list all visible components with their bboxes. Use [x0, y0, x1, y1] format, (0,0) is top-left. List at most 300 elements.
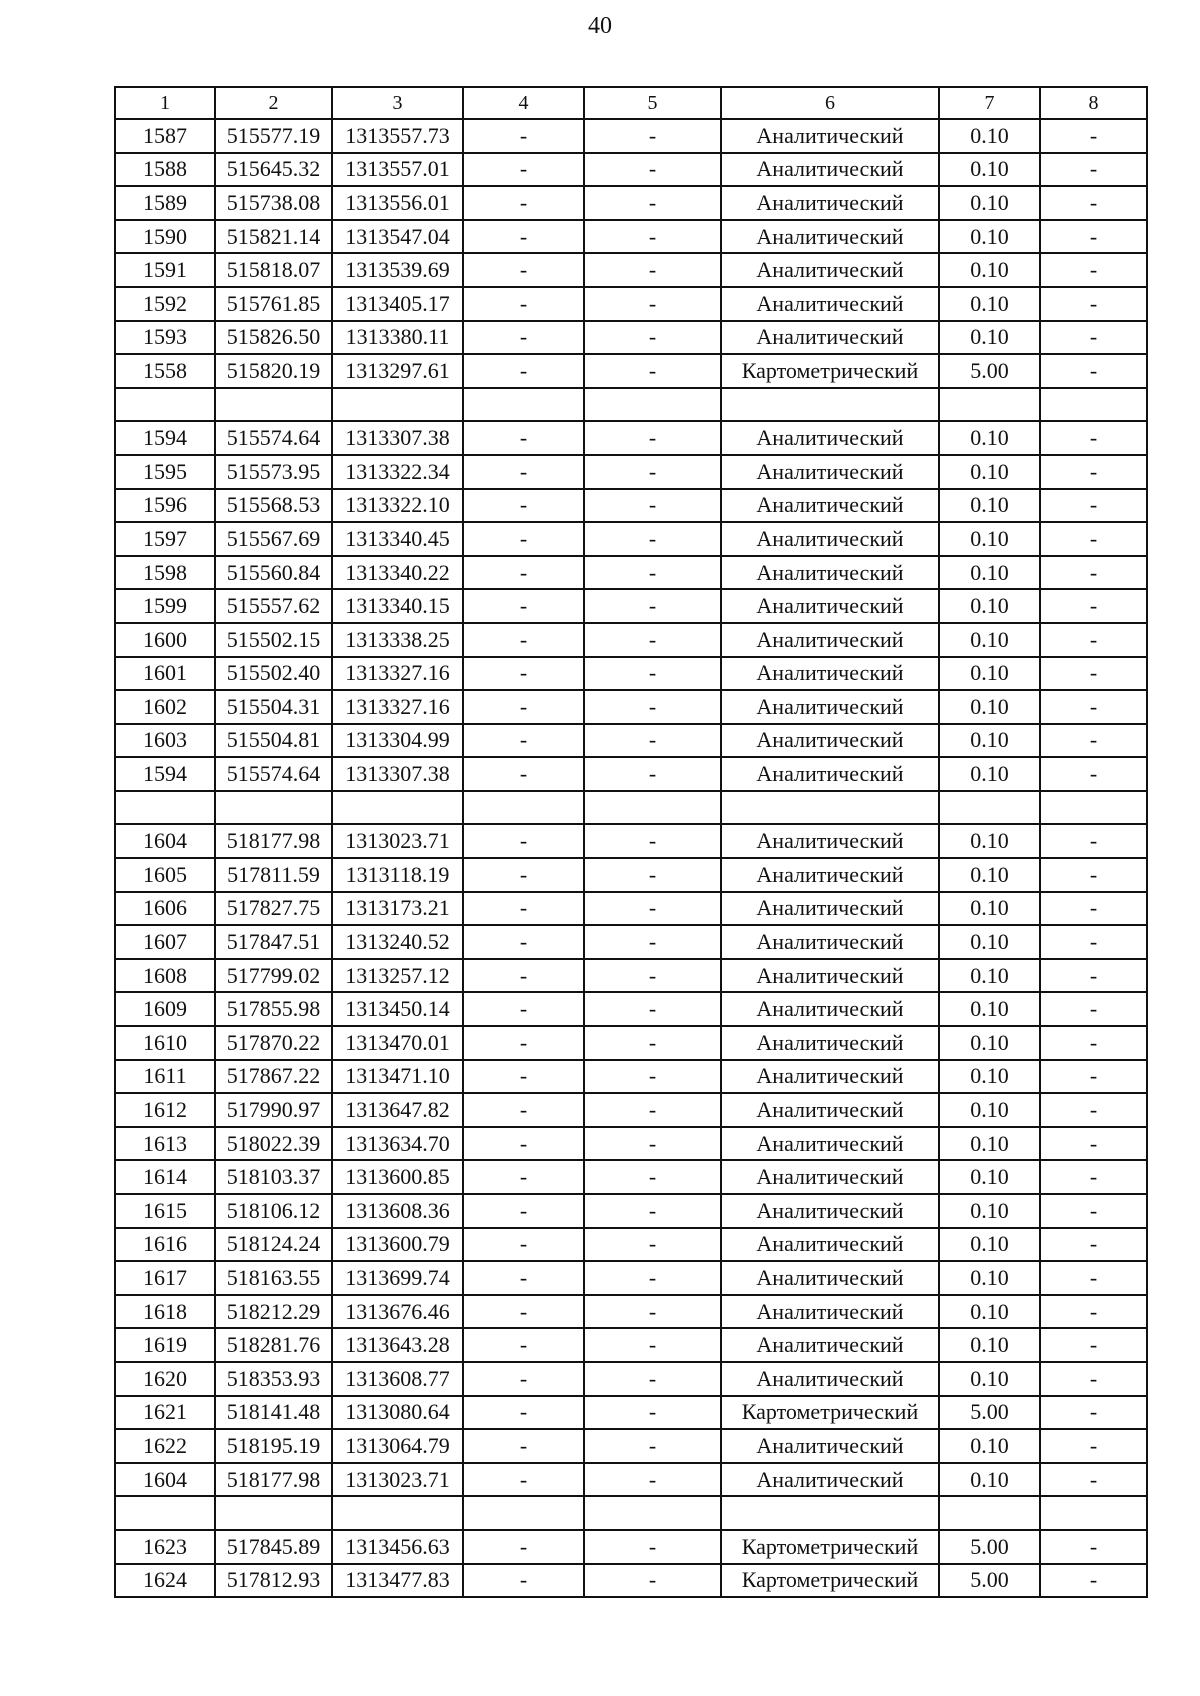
table-cell: -	[584, 153, 721, 187]
table-row	[115, 119, 1147, 153]
table-row	[115, 153, 1147, 187]
page-number: 40	[588, 13, 612, 39]
table-cell: -	[463, 354, 584, 388]
table-cell: -	[463, 1127, 584, 1161]
table-cell	[939, 1496, 1040, 1530]
table-cell: -	[584, 455, 721, 489]
table-cell	[215, 1496, 332, 1530]
table-cell: 1588	[115, 153, 215, 187]
table-cell: -	[1040, 119, 1147, 153]
table-cell: -	[584, 623, 721, 657]
table-cell: 1619	[115, 1328, 215, 1362]
table-cell: -	[463, 522, 584, 556]
table-cell: 1621	[115, 1396, 215, 1430]
table-cell: 0.10	[939, 253, 1040, 287]
table-cell: -	[463, 992, 584, 1026]
column-header: 2	[215, 87, 332, 119]
table-cell: -	[463, 1396, 584, 1430]
table-cell: 0.10	[939, 1127, 1040, 1161]
table-cell: -	[584, 556, 721, 590]
table-cell: 5.00	[939, 354, 1040, 388]
table-cell: Аналитический	[721, 1295, 939, 1329]
table-cell: 1313173.21	[332, 892, 463, 926]
table-cell: 1613	[115, 1127, 215, 1161]
table-row	[115, 1463, 1147, 1497]
table-cell: 518195.19	[215, 1429, 332, 1463]
table-cell: -	[1040, 925, 1147, 959]
table-cell: 515574.64	[215, 421, 332, 455]
table-cell: -	[463, 1530, 584, 1564]
table-cell	[939, 388, 1040, 422]
table-cell: Аналитический	[721, 321, 939, 355]
table-cell: 1593	[115, 321, 215, 355]
table-cell: 515504.81	[215, 724, 332, 758]
table-cell: 1313240.52	[332, 925, 463, 959]
table-cell: 1590	[115, 220, 215, 254]
table-cell: -	[584, 1295, 721, 1329]
table-row	[115, 925, 1147, 959]
table-cell: -	[1040, 287, 1147, 321]
table-cell: -	[584, 1228, 721, 1262]
table-cell: 1313557.01	[332, 153, 463, 187]
table-cell: -	[584, 1261, 721, 1295]
table-cell: 0.10	[939, 556, 1040, 590]
table-cell: 518106.12	[215, 1194, 332, 1228]
table-cell: 1609	[115, 992, 215, 1026]
table-cell: -	[584, 824, 721, 858]
table-cell: 0.10	[939, 153, 1040, 187]
table-cell	[584, 1496, 721, 1530]
table-cell: -	[1040, 959, 1147, 993]
table-cell: 515820.19	[215, 354, 332, 388]
table-cell: 1313676.46	[332, 1295, 463, 1329]
table-cell: 1592	[115, 287, 215, 321]
table-cell: -	[463, 455, 584, 489]
table-cell: 518163.55	[215, 1261, 332, 1295]
table-cell: Аналитический	[721, 959, 939, 993]
table-cell: -	[584, 925, 721, 959]
table-cell: Аналитический	[721, 824, 939, 858]
table-cell: 1313456.63	[332, 1530, 463, 1564]
table-cell: 515826.50	[215, 321, 332, 355]
table-cell	[584, 388, 721, 422]
table-cell: 1598	[115, 556, 215, 590]
table-cell: 0.10	[939, 892, 1040, 926]
table-cell: -	[463, 1463, 584, 1497]
table-body	[115, 119, 1147, 1597]
table-cell: 515738.08	[215, 186, 332, 220]
table-cell: Аналитический	[721, 858, 939, 892]
table-cell: 1313327.16	[332, 657, 463, 691]
table-cell: -	[584, 253, 721, 287]
table-row	[115, 1564, 1147, 1598]
table-cell: 0.10	[939, 690, 1040, 724]
table-cell: 0.10	[939, 1328, 1040, 1362]
table-cell: 0.10	[939, 1060, 1040, 1094]
column-header: 4	[463, 87, 584, 119]
table-cell: 1313600.85	[332, 1160, 463, 1194]
table-cell: -	[463, 925, 584, 959]
table-row	[115, 253, 1147, 287]
table-cell: 1313023.71	[332, 1463, 463, 1497]
table-cell: -	[584, 1396, 721, 1430]
table-cell: -	[463, 1060, 584, 1094]
table-cell: 1313257.12	[332, 959, 463, 993]
table-row	[115, 1194, 1147, 1228]
table-cell: Аналитический	[721, 657, 939, 691]
table-cell: -	[1040, 1463, 1147, 1497]
table-cell: -	[584, 1060, 721, 1094]
table-cell: 518281.76	[215, 1328, 332, 1362]
table-cell: 517867.22	[215, 1060, 332, 1094]
table-cell: 1313539.69	[332, 253, 463, 287]
table-cell: 1607	[115, 925, 215, 959]
table-cell: -	[463, 657, 584, 691]
table-cell: -	[584, 354, 721, 388]
table-cell: 1595	[115, 455, 215, 489]
table-row	[115, 1060, 1147, 1094]
table-cell: -	[1040, 1060, 1147, 1094]
table-cell: 1603	[115, 724, 215, 758]
table-row	[115, 455, 1147, 489]
table-cell: Картометрический	[721, 1564, 939, 1598]
table-cell	[721, 1496, 939, 1530]
table-cell: -	[1040, 220, 1147, 254]
table-row	[115, 1396, 1147, 1430]
table-row	[115, 421, 1147, 455]
table-cell: -	[584, 1530, 721, 1564]
table-cell: 1614	[115, 1160, 215, 1194]
separator-row	[115, 1496, 1147, 1530]
table-cell: 1313547.04	[332, 220, 463, 254]
table-cell: Аналитический	[721, 253, 939, 287]
table-cell: 0.10	[939, 489, 1040, 523]
table-cell: -	[584, 119, 721, 153]
table-cell: -	[584, 992, 721, 1026]
table-cell: -	[1040, 1194, 1147, 1228]
table-cell: 1313477.83	[332, 1564, 463, 1598]
table-cell: -	[463, 1295, 584, 1329]
table-cell	[1040, 791, 1147, 825]
table-cell: 1623	[115, 1530, 215, 1564]
table-cell: -	[1040, 1228, 1147, 1262]
table-cell: 0.10	[939, 1228, 1040, 1262]
table-cell: Аналитический	[721, 1261, 939, 1295]
table-row	[115, 489, 1147, 523]
table-cell: 1313340.15	[332, 589, 463, 623]
table-row	[115, 1026, 1147, 1060]
column-header: 3	[332, 87, 463, 119]
table-cell: -	[1040, 1295, 1147, 1329]
table-cell: Картометрический	[721, 1396, 939, 1430]
table-cell: -	[463, 824, 584, 858]
table-cell: 1313307.38	[332, 757, 463, 791]
table-cell	[1040, 1496, 1147, 1530]
table-cell: 0.10	[939, 321, 1040, 355]
table-cell: 1313608.36	[332, 1194, 463, 1228]
table-cell	[721, 791, 939, 825]
table-cell: -	[584, 186, 721, 220]
table-cell: -	[463, 858, 584, 892]
table-cell: 1313064.79	[332, 1429, 463, 1463]
table-cell: 0.10	[939, 119, 1040, 153]
table-cell: 1587	[115, 119, 215, 153]
table-cell: -	[1040, 589, 1147, 623]
table-cell: 1608	[115, 959, 215, 993]
table-cell: 515504.31	[215, 690, 332, 724]
table-cell: 515818.07	[215, 253, 332, 287]
table-row	[115, 1127, 1147, 1161]
table-cell: 1591	[115, 253, 215, 287]
table-cell: 1604	[115, 1463, 215, 1497]
table-cell: -	[584, 522, 721, 556]
table-cell: -	[463, 892, 584, 926]
table-cell	[463, 791, 584, 825]
table-cell: -	[584, 1362, 721, 1396]
table-row	[115, 556, 1147, 590]
table-cell: 1313471.10	[332, 1060, 463, 1094]
separator-row	[115, 388, 1147, 422]
table-cell: 517845.89	[215, 1530, 332, 1564]
table-cell: -	[463, 1362, 584, 1396]
table-row	[115, 690, 1147, 724]
table-cell: -	[584, 1564, 721, 1598]
table-cell: 0.10	[939, 1362, 1040, 1396]
table-cell: 515573.95	[215, 455, 332, 489]
table-cell: Аналитический	[721, 153, 939, 187]
table-cell: -	[1040, 354, 1147, 388]
table-cell: -	[463, 757, 584, 791]
table-cell: -	[584, 690, 721, 724]
table-cell: -	[463, 1093, 584, 1127]
table-cell: 1622	[115, 1429, 215, 1463]
table-cell: -	[584, 1127, 721, 1161]
table-cell: -	[584, 220, 721, 254]
table-cell: -	[584, 959, 721, 993]
table-cell: 1597	[115, 522, 215, 556]
table-cell: -	[463, 1026, 584, 1060]
table-cell: Аналитический	[721, 1228, 939, 1262]
table-cell: 0.10	[939, 858, 1040, 892]
table-cell: Аналитический	[721, 623, 939, 657]
table-cell: 515577.19	[215, 119, 332, 153]
table-cell: -	[1040, 253, 1147, 287]
table-cell: -	[1040, 824, 1147, 858]
table-cell: 1313557.73	[332, 119, 463, 153]
table-cell: 517811.59	[215, 858, 332, 892]
table-cell	[332, 1496, 463, 1530]
table-cell: -	[584, 892, 721, 926]
table-cell: -	[1040, 623, 1147, 657]
table-cell: -	[584, 1463, 721, 1497]
table-cell: 517799.02	[215, 959, 332, 993]
table-cell: 0.10	[939, 1093, 1040, 1127]
table-cell: -	[584, 1328, 721, 1362]
table-row	[115, 757, 1147, 791]
table-cell: 1624	[115, 1564, 215, 1598]
table-cell: Картометрический	[721, 354, 939, 388]
table-cell: 518022.39	[215, 1127, 332, 1161]
table-cell: 1612	[115, 1093, 215, 1127]
table-cell: -	[1040, 1429, 1147, 1463]
table-cell	[332, 791, 463, 825]
table-cell: 1617	[115, 1261, 215, 1295]
separator-row	[115, 791, 1147, 825]
table-cell: Аналитический	[721, 1429, 939, 1463]
table-row	[115, 186, 1147, 220]
table-cell: 518353.93	[215, 1362, 332, 1396]
table-cell: -	[584, 757, 721, 791]
table-header	[115, 87, 1147, 119]
table-row	[115, 1228, 1147, 1262]
table-cell: 0.10	[939, 1160, 1040, 1194]
table-cell: 1313470.01	[332, 1026, 463, 1060]
table-cell: 517870.22	[215, 1026, 332, 1060]
table-row	[115, 522, 1147, 556]
table-cell: -	[584, 1429, 721, 1463]
table-cell: -	[1040, 1026, 1147, 1060]
table-cell: 515761.85	[215, 287, 332, 321]
table-cell: -	[1040, 1396, 1147, 1430]
table-cell: 1313634.70	[332, 1127, 463, 1161]
table-cell: 1620	[115, 1362, 215, 1396]
table-cell: 1605	[115, 858, 215, 892]
table-row	[115, 623, 1147, 657]
table-cell: Аналитический	[721, 1463, 939, 1497]
table-row	[115, 1328, 1147, 1362]
table-cell: 1313450.14	[332, 992, 463, 1026]
table-cell	[215, 388, 332, 422]
table-cell: 515821.14	[215, 220, 332, 254]
table-cell: 515574.64	[215, 757, 332, 791]
table-cell: 1618	[115, 1295, 215, 1329]
table-cell: 518141.48	[215, 1396, 332, 1430]
table-cell: 1313600.79	[332, 1228, 463, 1262]
table-cell: 1606	[115, 892, 215, 926]
table-cell: 515645.32	[215, 153, 332, 187]
table-row	[115, 321, 1147, 355]
table-cell: 0.10	[939, 1295, 1040, 1329]
table-cell	[115, 388, 215, 422]
table-cell	[1040, 388, 1147, 422]
table-cell: 0.10	[939, 1026, 1040, 1060]
table-cell: 1601	[115, 657, 215, 691]
table-cell: -	[584, 287, 721, 321]
table-cell: Аналитический	[721, 1060, 939, 1094]
table-row	[115, 992, 1147, 1026]
table-cell: 5.00	[939, 1564, 1040, 1598]
table-cell: -	[463, 153, 584, 187]
table-cell: Аналитический	[721, 925, 939, 959]
table-cell: -	[1040, 992, 1147, 1026]
table-cell: Аналитический	[721, 757, 939, 791]
table-cell: 1313118.19	[332, 858, 463, 892]
table-cell: -	[1040, 421, 1147, 455]
table-cell	[332, 388, 463, 422]
table-cell: 0.10	[939, 992, 1040, 1026]
table-cell: 0.10	[939, 1194, 1040, 1228]
table-cell: 1599	[115, 589, 215, 623]
table-cell: Аналитический	[721, 690, 939, 724]
table-cell: 1558	[115, 354, 215, 388]
table-cell: 1596	[115, 489, 215, 523]
table-cell	[721, 388, 939, 422]
table-cell: 0.10	[939, 925, 1040, 959]
table-row	[115, 959, 1147, 993]
table-cell: 0.10	[939, 1261, 1040, 1295]
table-cell: -	[1040, 556, 1147, 590]
table-cell: Картометрический	[721, 1530, 939, 1564]
table-cell: 1313340.45	[332, 522, 463, 556]
table-cell: 0.10	[939, 220, 1040, 254]
table-cell: 1589	[115, 186, 215, 220]
column-header: 8	[1040, 87, 1147, 119]
table-cell: -	[463, 1228, 584, 1262]
table-cell: 1313297.61	[332, 354, 463, 388]
table-cell: -	[463, 186, 584, 220]
table-cell: -	[584, 1160, 721, 1194]
table-row	[115, 724, 1147, 758]
table-cell	[939, 791, 1040, 825]
table-cell: -	[584, 421, 721, 455]
table-cell: -	[1040, 455, 1147, 489]
table-cell	[115, 791, 215, 825]
table-cell: 0.10	[939, 287, 1040, 321]
table-cell: 1313556.01	[332, 186, 463, 220]
table-cell: 0.10	[939, 1463, 1040, 1497]
table-cell: -	[1040, 1093, 1147, 1127]
table-row	[115, 1295, 1147, 1329]
table-cell: -	[1040, 489, 1147, 523]
table-cell: -	[463, 724, 584, 758]
table-cell: 0.10	[939, 959, 1040, 993]
table-row	[115, 1261, 1147, 1295]
table-cell: Аналитический	[721, 186, 939, 220]
table-cell: 1604	[115, 824, 215, 858]
table-cell: -	[1040, 321, 1147, 355]
table-cell: -	[1040, 1362, 1147, 1396]
table-row	[115, 657, 1147, 691]
header-row	[115, 87, 1147, 119]
table-cell: 1313643.28	[332, 1328, 463, 1362]
table-cell: 0.10	[939, 455, 1040, 489]
table-cell	[115, 1496, 215, 1530]
table-cell: 1313304.99	[332, 724, 463, 758]
table-cell: -	[463, 1194, 584, 1228]
table-row	[115, 287, 1147, 321]
table-cell: 518177.98	[215, 824, 332, 858]
table-cell: 518124.24	[215, 1228, 332, 1262]
table-cell: 518177.98	[215, 1463, 332, 1497]
table-cell	[463, 1496, 584, 1530]
table-cell: 5.00	[939, 1530, 1040, 1564]
table-row	[115, 354, 1147, 388]
table-cell: 515567.69	[215, 522, 332, 556]
table-cell	[584, 791, 721, 825]
table-cell: 1313405.17	[332, 287, 463, 321]
table-cell: 1313322.34	[332, 455, 463, 489]
table-row	[115, 892, 1147, 926]
table-cell: 0.10	[939, 1429, 1040, 1463]
table-cell: -	[1040, 724, 1147, 758]
table-cell: 0.10	[939, 522, 1040, 556]
table-cell: 0.10	[939, 824, 1040, 858]
table-cell: Аналитический	[721, 1127, 939, 1161]
table-cell: -	[1040, 1564, 1147, 1598]
table-cell: 1313338.25	[332, 623, 463, 657]
table-cell: 1313322.10	[332, 489, 463, 523]
table-cell: 0.10	[939, 724, 1040, 758]
